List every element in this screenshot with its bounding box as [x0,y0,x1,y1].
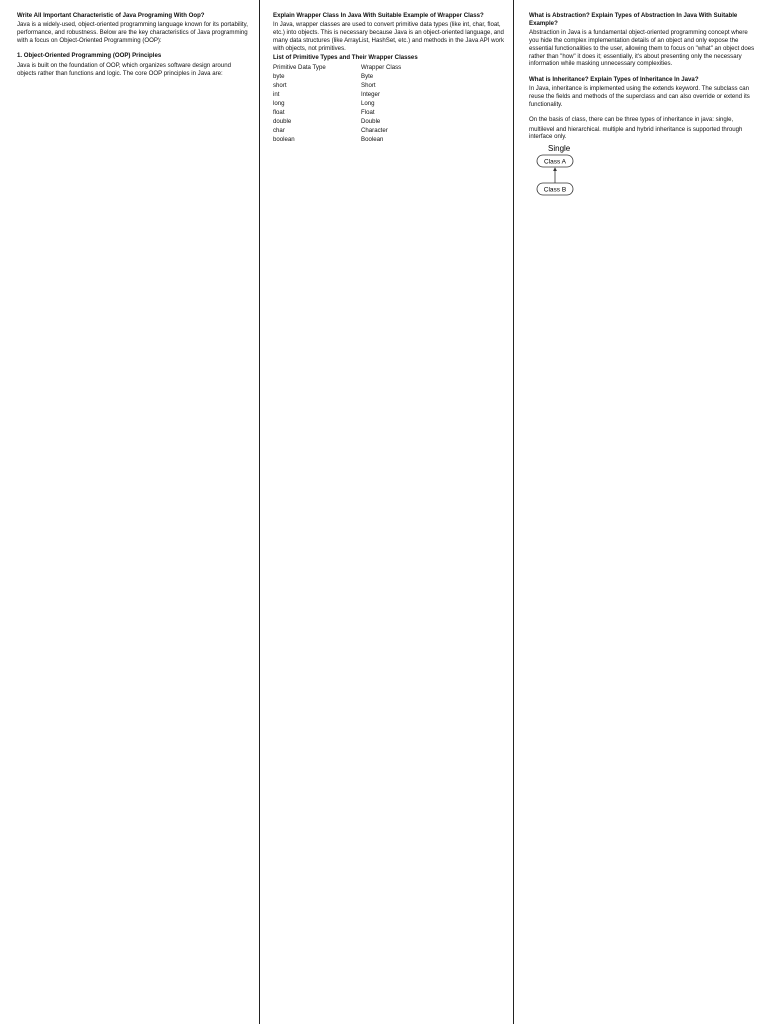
section-title: What is Abstraction? Explain Types of Abstraction In Java With Suitable Example? [529,12,738,27]
diagram-label-single: Single [548,143,571,153]
column-divider [513,0,514,1024]
column-wrapper-class [273,12,505,1020]
class-node-label: Class A [543,158,567,166]
column-abstraction-inheritance [529,12,757,1020]
table-row [273,82,401,91]
table-row [273,135,401,144]
table-cell: short [273,82,287,90]
table-header: Wrapper Class [361,64,402,72]
table-cell: Integer [361,91,380,99]
table-cell: int [273,91,280,99]
table-cell: double [273,118,292,126]
column-java-characteristics [17,12,251,1020]
table-header: Primitive Data Type [273,64,326,72]
table-cell: Float [361,109,375,117]
table-cell: Character [361,127,388,135]
table-row [273,91,401,100]
section-title: Write All Important Characteristic of Java Programing With Oop? [17,12,205,19]
paragraph: multilevel and hierarchical. multiple and hybrid inheritance is supported through interface only. [529,125,743,141]
table-row [273,73,401,82]
wrapper-table [273,64,401,145]
table-cell: Boolean [361,136,384,144]
paragraph: Java is built on the foundation of OOP, which organizes software design around objects rather than functions and logic. The core OOP principles in Java are: [17,61,231,77]
paragraph: On the basis of class, there can be three types of inheritance in java: single, [529,116,734,124]
table-cell: Short [361,82,376,90]
table-cell: long [273,100,285,108]
table-row [273,126,401,135]
table-cell: byte [273,73,285,81]
table-header-row [273,64,401,73]
inheritance-types-diagram [529,143,753,268]
table-cell: char [273,127,285,135]
paragraph: Java is a widely-used, object-oriented programming language known for its portability, performance, and robustness. Below are the key characteristics of Java programming with a focus on Object-Oriented Programming (OOP): [17,21,248,44]
table-row [273,108,401,117]
section-title: What is Inheritance? Explain Types of Inheritance In Java? [529,75,699,83]
column-divider [259,0,260,1024]
table-cell: float [273,109,285,117]
table-cell: Long [361,100,375,108]
table-cell: boolean [273,136,295,144]
paragraph: In Java, inheritance is implemented using the extends keyword. The subclass can reuse the fields and methods of the superclass and can also override or extend its functionality. [529,85,750,108]
table-row [273,117,401,126]
paragraph: In Java, wrapper classes are used to convert primitive data types (like int, char, float, etc.) into objects. This is necessary because Java is an object-oriented language, and many data structures (like ArrayList, HashSet, etc.) and methods in the Java API work with objects, not primitives. [273,21,504,52]
section-title: Explain Wrapper Class In Java With Suitable Example of Wrapper Class? [273,12,484,19]
table-row [273,100,401,109]
paragraph: Abstraction in Java is a fundamental object-oriented programming concept where you hide the complex implementation details of an object and only expose the essential functionalities to the user, allowing them to focus on "what" an object does rather than "how" it does it; essentially, it's about presenting only the necessary information while masking unnecessary complexities. [529,29,755,68]
heading: 1. Object-Oriented Programming (OOP) Principles [17,52,162,60]
heading: List of Primitive Types and Their Wrapper Classes [273,54,418,62]
table-cell: Double [361,118,381,126]
class-node-label: Class B [543,186,567,194]
table-cell: Byte [361,73,374,81]
